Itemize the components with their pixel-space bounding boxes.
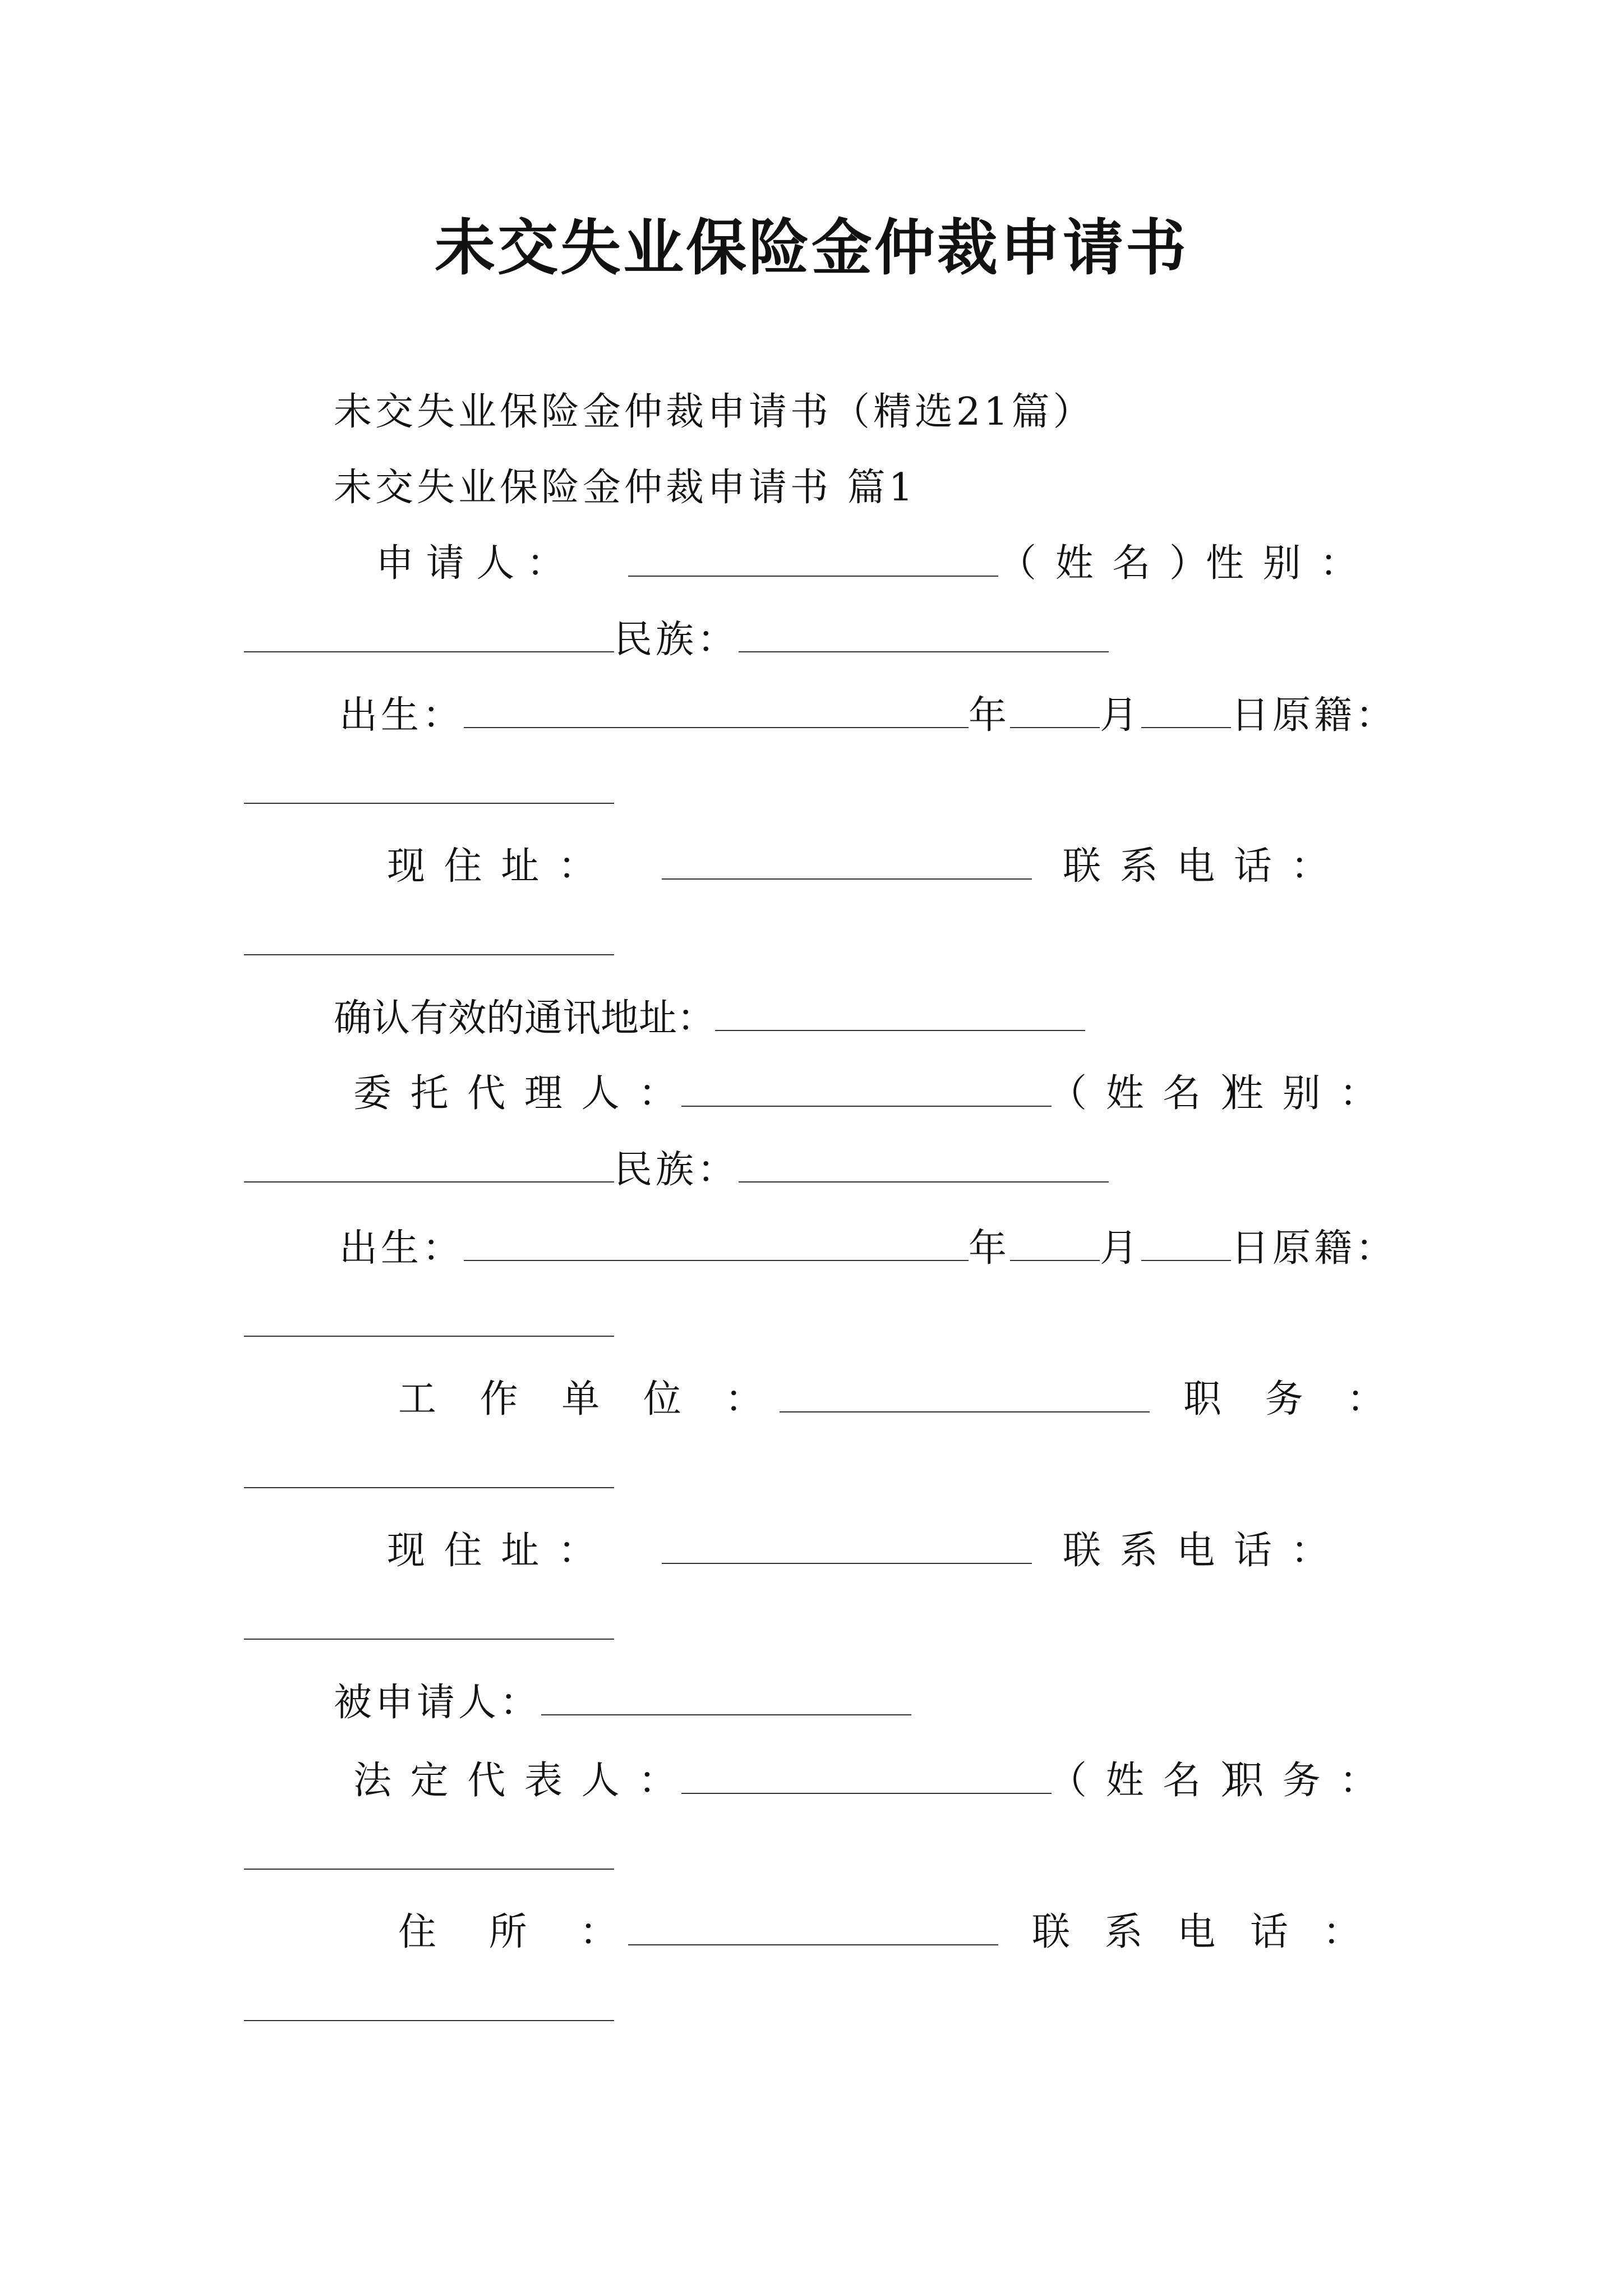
- agent-gender-row: [244, 1147, 1109, 1193]
- legal-rep-name-blank[interactable]: [681, 1759, 1052, 1794]
- applicant-phone-label: 联 系 电 话 ：: [1063, 844, 1332, 889]
- agent-address-blank[interactable]: [662, 1529, 1032, 1564]
- agent-label: 委 托 代 理 人 ：: [353, 1071, 680, 1116]
- respondent-label: 被申请人：: [334, 1681, 542, 1726]
- applicant-birth-row: [339, 693, 1397, 738]
- applicant-mailing-row: [334, 996, 1085, 1041]
- agent-phone-blank[interactable]: [244, 1604, 614, 1640]
- agent-workplace-label: 工 作 单 位 ：: [398, 1377, 779, 1421]
- legal-rep-name-line: [681, 1759, 1052, 1804]
- legal-rep-position-blank[interactable]: [244, 1834, 614, 1870]
- applicant-origin-blank[interactable]: [244, 769, 614, 804]
- agent-gender-blank[interactable]: [244, 1147, 614, 1182]
- agent-address-label: 现 住 址 ：: [387, 1529, 600, 1573]
- applicant-ethnicity-label: 民族：: [614, 618, 739, 662]
- applicant-address-line: [662, 844, 1032, 890]
- applicant-day-origin: 日原籍：: [1231, 693, 1398, 738]
- agent-workplace-line: [780, 1377, 1150, 1423]
- applicant-address-blank[interactable]: [662, 844, 1032, 880]
- applicant-phone-blank[interactable]: [244, 920, 614, 955]
- agent-ethnicity-label: 民族：: [614, 1148, 739, 1193]
- respondent-phone-blank[interactable]: [244, 1986, 614, 2021]
- applicant-gender-row: [244, 617, 1109, 662]
- agent-phone-label: 联 系 电 话 ：: [1063, 1529, 1332, 1573]
- applicant-ethnicity-blank[interactable]: [739, 617, 1109, 652]
- agent-birth-blank[interactable]: [464, 1226, 969, 1261]
- legal-rep-position-line: [244, 1834, 614, 1880]
- agent-position-label: 职 务 ：: [1183, 1377, 1401, 1421]
- applicant-phone-line: [244, 920, 614, 965]
- agent-gender-label: 性 别 ：: [1225, 1071, 1381, 1116]
- applicant-mailing-blank[interactable]: [715, 996, 1085, 1031]
- agent-year: 年: [969, 1226, 1011, 1271]
- applicant-month: 月: [1100, 693, 1142, 738]
- respondent-domicile-line: [628, 1910, 998, 1955]
- document-title: 未交失业保险金仲裁申请书: [434, 213, 1188, 283]
- legal-rep-position-label: 职 务 ：: [1225, 1759, 1381, 1803]
- applicant-month-blank[interactable]: [1010, 693, 1100, 728]
- agent-origin-line: [244, 1301, 614, 1347]
- agent-address-line: [662, 1529, 1032, 1574]
- respondent-blank[interactable]: [541, 1680, 911, 1715]
- agent-position-line: [244, 1453, 614, 1498]
- legal-rep-label: 法 定 代 表 人 ：: [353, 1759, 680, 1803]
- agent-month: 月: [1100, 1226, 1142, 1271]
- agent-day-origin: 日原籍：: [1231, 1226, 1398, 1271]
- agent-month-blank[interactable]: [1010, 1226, 1100, 1261]
- agent-position-blank[interactable]: [244, 1453, 614, 1488]
- applicant-name-blank[interactable]: [628, 541, 998, 577]
- applicant-day-blank[interactable]: [1141, 693, 1231, 728]
- document-subtitle: 未交失业保险金仲裁申请书（精选21篇）: [334, 390, 1095, 434]
- respondent-row: [334, 1680, 911, 1726]
- applicant-gender-blank[interactable]: [244, 617, 614, 652]
- agent-name-note: （ 姓 名 ）: [1049, 1071, 1261, 1116]
- respondent-phone-label: 联 系 电 话 ：: [1032, 1910, 1372, 1954]
- applicant-name-note: （ 姓 名 ）: [998, 541, 1211, 586]
- agent-phone-line: [244, 1604, 614, 1650]
- agent-birth-row: [339, 1226, 1397, 1271]
- applicant-birth-label: 出生：: [339, 693, 464, 738]
- agent-name-blank[interactable]: [681, 1071, 1052, 1107]
- applicant-name-line: [628, 541, 998, 587]
- applicant-origin-line: [244, 769, 614, 814]
- applicant-year: 年: [969, 693, 1011, 738]
- agent-origin-blank[interactable]: [244, 1301, 614, 1337]
- agent-name-line: [681, 1071, 1052, 1117]
- respondent-domicile-label: 住 所 ：: [398, 1910, 638, 1954]
- agent-workplace-blank[interactable]: [780, 1377, 1150, 1412]
- agent-day-blank[interactable]: [1141, 1226, 1231, 1261]
- respondent-domicile-blank[interactable]: [628, 1910, 998, 1945]
- agent-birth-label: 出生：: [339, 1226, 464, 1271]
- applicant-label: 申 请 人 ：: [376, 541, 565, 586]
- legal-rep-name-note: （ 姓 名 ）: [1049, 1759, 1261, 1803]
- applicant-address-label: 现 住 址 ：: [387, 844, 600, 889]
- applicant-gender-label: 性 别 ：: [1206, 541, 1362, 586]
- agent-ethnicity-blank[interactable]: [739, 1147, 1109, 1182]
- applicant-mailing-label: 确认有效的通讯地址：: [334, 996, 716, 1041]
- section-heading: 未交失业保险金仲裁申请书 篇1: [334, 466, 916, 510]
- applicant-birth-blank[interactable]: [464, 693, 969, 728]
- respondent-phone-line: [244, 1986, 614, 2031]
